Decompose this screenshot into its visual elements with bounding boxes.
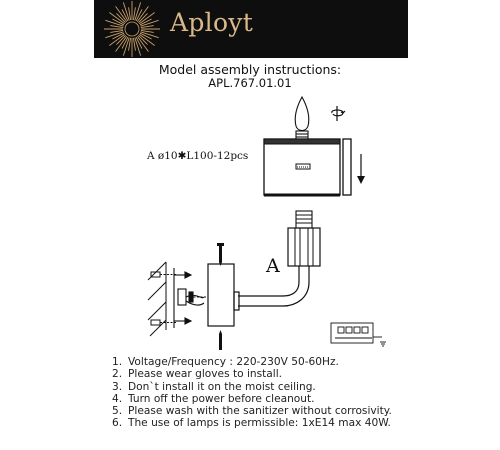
lamp-shade — [264, 139, 351, 195]
model-number: APL.767.01.01 — [208, 76, 292, 90]
list-item: 1. Voltage/Frequency : 220-230V 50-60Hz. — [112, 356, 339, 368]
list-item: 6. The use of lamps is permissible: 1xE14 max 40W. — [112, 417, 391, 430]
screw-icon — [217, 243, 224, 350]
instruction-list — [112, 356, 392, 430]
document-title: Model assembly instructions: — [158, 62, 342, 77]
terminal-block-icon — [331, 323, 386, 346]
candle-bulb-icon — [295, 97, 309, 141]
list-item: 4. Turn off the power before cleanout. — [112, 392, 315, 405]
mount-bracket — [174, 268, 206, 328]
list-item: 5. Please wash with the sanitizer without corrosivity. — [112, 405, 392, 418]
down-arrow-icon — [357, 154, 365, 184]
list-item: 2. Please wear gloves to install. — [112, 368, 283, 381]
parts-label: A ø10✱L100-12pcs — [147, 150, 249, 162]
brand-name: Aployt — [170, 8, 254, 37]
wall-anchor-icon — [151, 272, 176, 325]
list-item: 3. Don`t install it on the moist ceiling. — [112, 380, 316, 393]
wall-plate — [208, 264, 239, 326]
part-marker-a: A — [266, 255, 280, 277]
rotate-icon — [332, 106, 345, 121]
socket-holder — [288, 211, 320, 266]
